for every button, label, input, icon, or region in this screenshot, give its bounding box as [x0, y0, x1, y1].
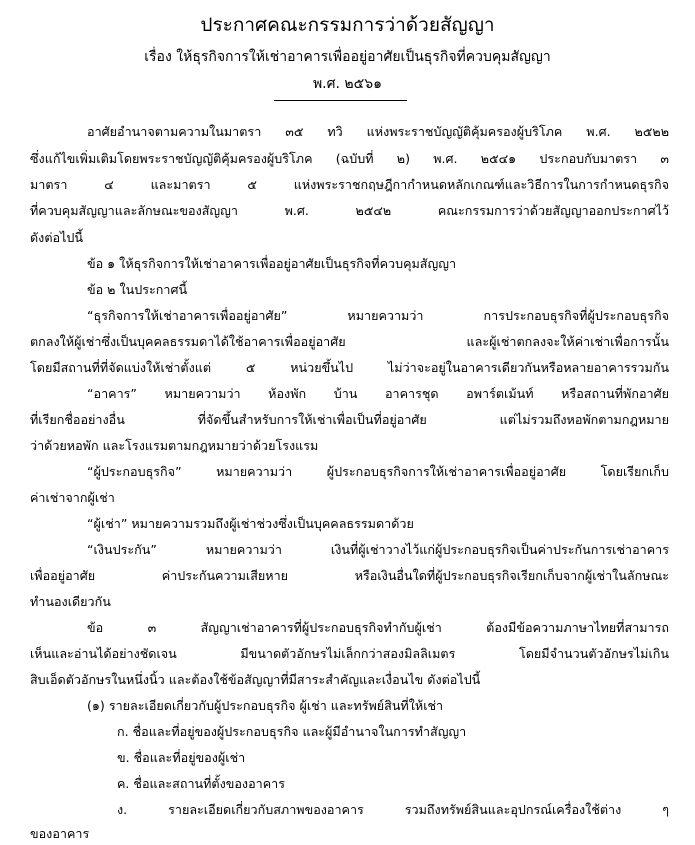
definition-line: เพื่ออยู่อาศัย ค่าประกันความเสียหาย หรือเงินอื่นใดที่ผู้ประกอบธุรกิจเรียกเก็บจากผู้เช่าในลักษณะ — [30, 568, 669, 583]
clause-3: ข้อ ๓ สัญญาเช่าอาคารที่ผู้ประกอบธุรกิจทำกับผู้เช่า ต้องมีข้อความภาษาไทยที่สามารถ — [87, 620, 669, 635]
title-divider — [274, 100, 407, 101]
definition-line: “ผู้เช่า” หมายความรวมถึงผู้เช่าช่วงซึ่งเป็นบุคคลธรรมดาด้วย — [87, 516, 414, 531]
definition-line: ทำนองเดียวกัน — [30, 594, 111, 609]
clause-3-line: เห็นและอ่านได้อย่างชัดเจน มีขนาดตัวอักษรไม่เล็กกว่าสองมิลลิเมตร โดยมีจำนวนตัวอักษรไม่เกิน — [30, 646, 669, 661]
announcement-subject: เรื่อง ให้ธุรกิจการให้เช่าอาคารเพื่ออยู่อาศัยเป็นธุรกิจที่ควบคุมสัญญา — [144, 49, 551, 65]
preamble-line: มาตรา ๔ และมาตรา ๕ แห่งพระราชกฤษฎีกากำหนดหลักเกณฑ์และวิธีการในการกำหนดธุรกิจ — [30, 177, 669, 192]
preamble-line: ที่ควบคุมสัญญาและลักษณะของสัญญา พ.ศ. ๒๕๔๒ คณะกรรมการว่าด้วยสัญญาออกประกาศไว้ — [30, 203, 669, 218]
preamble-line: ซึ่งแก้ไขเพิ่มเติมโดยพระราชบัญญัติคุ้มครองผู้บริโภค (ฉบับที่ ๒) พ.ศ. ๒๕๔๑ ประกอบกับมาตรา ๓ — [30, 151, 669, 166]
list-item-ngo-cont: ของอาคาร — [30, 826, 90, 841]
clause-3-line: สิบเอ็ดตัวอักษรในหนึ่งนิ้ว และต้องใช้ข้อสัญญาที่มีสาระสำคัญและเงื่อนไข ดังต่อไปนี้ — [30, 672, 481, 687]
preamble-line: อาศัยอำนาจตามความในมาตรา ๓๕ ทวิ แห่งพระราชบัญญัติคุ้มครองผู้บริโภค พ.ศ. ๒๕๒๒ — [87, 124, 669, 139]
list-item-kho-khwai: ค. ชื่อและสถานที่ตั้งของอาคาร — [117, 776, 285, 791]
definition-line: ตกลงให้ผู้เช่าซึ่งเป็นบุคคลธรรมดาได้ใช้อาคารเพื่ออยู่อาศัย และผู้เช่าตกลงจะให้ค่าเช่าเพื่อการนั้น — [30, 334, 669, 349]
clause-1: ข้อ ๑ ให้ธุรกิจการให้เช่าอาคารเพื่ออยู่อาศัยเป็นธุรกิจที่ควบคุมสัญญา — [87, 256, 457, 271]
list-item-ngo: ง. รายละเอียดเกี่ยวกับสภาพของอาคาร รวมถึงทรัพย์สินและอุปกรณ์เครื่องใช้ต่าง ๆ — [117, 802, 669, 817]
definition-line: โดยมีสถานที่ที่จัดแบ่งให้เช่าตั้งแต่ ๕ หน่วยขึ้นไป ไม่ว่าจะอยู่ในอาคารเดียวกันหรือหลายอาคารรวมกัน — [30, 360, 669, 375]
definition-line: ที่เรียกชื่ออย่างอื่น ที่จัดขึ้นสำหรับการให้เช่าเพื่อเป็นที่อยู่อาศัย แต่ไม่รวมถึงหอพักตามกฎหมาย — [30, 412, 669, 427]
list-item-kho: ข. ชื่อและที่อยู่ของผู้เช่า — [117, 750, 246, 765]
definition-line: “ธุรกิจการให้เช่าอาคารเพื่ออยู่อาศัย” หมายความว่า การประกอบธุรกิจที่ผู้ประกอบธุรกิจ — [87, 308, 669, 323]
definition-line: “ผู้ประกอบธุรกิจ” หมายความว่า ผู้ประกอบธุรกิจการให้เช่าอาคารเพื่ออยู่อาศัย โดยเรียกเก็บ — [87, 464, 669, 479]
subclause-1: (๑) รายละเอียดเกี่ยวกับผู้ประกอบธุรกิจ ผู้เช่า และทรัพย์สินที่ให้เช่า — [87, 698, 444, 713]
clause-2: ข้อ ๒ ในประกาศนี้ — [87, 282, 188, 297]
list-item-ko: ก. ชื่อและที่อยู่ของผู้ประกอบธุรกิจ และผู้มีอำนาจในการทำสัญญา — [117, 724, 467, 739]
definition-line: ค่าเช่าจากผู้เช่า — [30, 490, 115, 505]
definition-line: “เงินประกัน” หมายความว่า เงินที่ผู้เช่าวางไว้แก่ผู้ประกอบธุรกิจเป็นค่าประกันการเช่าอาคาร — [87, 542, 669, 557]
preamble-line: ดังต่อไปนี้ — [30, 230, 84, 245]
definition-line: “อาคาร” หมายความว่า ห้องพัก บ้าน อาคารชุด อพาร์ตเม้นท์ หรือสถานที่พักอาศัย — [87, 386, 669, 401]
announcement-year: พ.ศ. ๒๕๖๑ — [312, 76, 383, 92]
announcement-title: ประกาศคณะกรรมการว่าด้วยสัญญา — [200, 14, 495, 36]
definition-line: ว่าด้วยหอพัก และโรงแรมตามกฎหมายว่าด้วยโรงแรม — [30, 438, 319, 453]
